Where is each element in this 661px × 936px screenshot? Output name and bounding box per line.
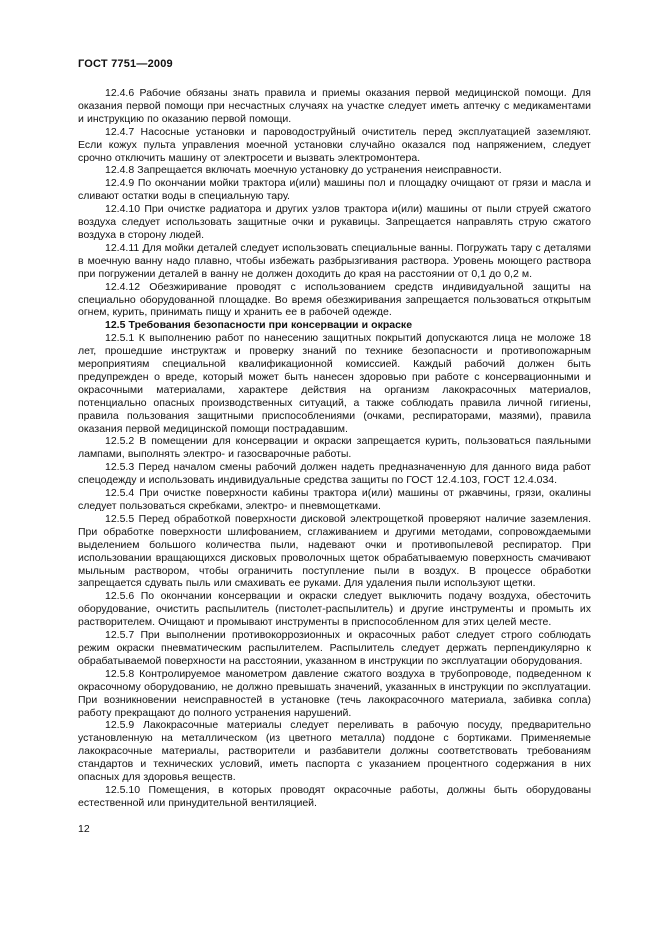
para-12-5-2: 12.5.2 В помещении для консервации и окраски запрещается курить, пользоваться паяльными лампами, выполнять электро- и газосварочные работы. xyxy=(78,435,591,461)
para-12-5-3: 12.5.3 Перед началом смены рабочий должен надеть предназначенную для данного вида работ спецодежду и использовать индивидуальные средства защиты по ГОСТ 12.4.103, ГОСТ 12.4.034. xyxy=(78,461,591,487)
para-12-5-8: 12.5.8 Контролируемое манометром давление сжатого воздуха в трубопроводе, подведенном к окрасочному оборудованию, не должно превышать значений, указанных в инструкции по эксплуатации. При возникновении неисправностей в установке (течь лакокрасочного материала, забивка сопла) работу прекращают до полного устранения нарушений. xyxy=(78,667,591,719)
para-12-4-9: 12.4.9 По окончании мойки трактора и(или) машины пол и площадку очищают от грязи и масла и сливают остатки воды в специальную тару. xyxy=(78,177,591,203)
para-12-5-7: 12.5.7 При выполнении противокоррозионных и окрасочных работ следует строго соблюдать режим окраски пневматическим распылителем. Распылитель следует держать перпендикулярно к обрабатываемой поверхности на расстоянии, указанном в инструкции по эксплуатации оборудования. xyxy=(78,629,591,667)
para-12-5-5: 12.5.5 Перед обработкой поверхности дисковой электрощеткой проверяют наличие заземления. При обработке поверхности шлифованием, сглаживанием и другими методами, сопровождаемыми выделением большого количества пыли, надевают очки и противопылевой респиратор. При использовании вращающихся дисковых проволочных щеток обрабатываемую поверхность смачивают мыльным раствором, чтобы ограничить поступление пыли в воздух. В процессе обработки запрещается сдувать пыль или смахивать ее руками. Для удаления пыли используют щетки. xyxy=(78,512,591,590)
para-12-5-4: 12.5.4 При очистке поверхности кабины трактора и(или) машины от ржавчины, грязи, окалины следует пользоваться скребками, электро- и пневмощетками. xyxy=(78,487,591,512)
para-12-5-10: 12.5.10 Помещения, в которых проводят окрасочные работы, должны быть оборудованы естественной или принудительной вентиляцией. xyxy=(78,783,591,809)
para-12-4-7: 12.4.7 Насосные установки и пароводоструйный очиститель перед эксплуатацией заземляют. Если кожух пульта управления моечной установки случайно оказался под напряжением, следует срочно отключить машину от электросети и вызвать электромонтера. xyxy=(78,125,591,164)
para-12-4-12: 12.4.12 Обезжиривание проводят с использованием средств индивидуальной защиты на специально оборудованной площадке. Во время обезжиривания запрещается пользоваться открытым огнем, курить, принимать пищу и хранить ее в рабочей одежде. xyxy=(78,280,591,319)
page-number: 12 xyxy=(78,822,90,835)
document-header: ГОСТ 7751—2009 xyxy=(78,58,173,70)
para-12-4-6: 12.4.6 Рабочие обязаны знать правила и приемы оказания первой медицинской помощи. Для оказания первой помощи при несчастных случаях на участке следует иметь аптечку с медикаментами и инструкцию по оказанию первой помощи. xyxy=(78,87,591,125)
document-body xyxy=(78,87,591,810)
para-12-5-1: 12.5.1 К выполнению работ по нанесению защитных покрытий допускаются лица не моложе 18 лет, прошедшие инструктаж и проверку знаний по технике безопасности и противопожарным мероприятиям специальной квалификационной комиссией. Каждый рабочий должен быть предупрежден о вреде, который может быть нанесен здоровью при работе с консервационными и окрасочными материалами, характере действия на организм лакокрасочных материалов, потенциально опасных производственных ситуаций, а также соблюдать правила личной гигиены, правила пользования защитными приспособлениями (очками, респираторами, мазями), правила оказания первой медицинской помощи пострадавшим. xyxy=(78,332,591,435)
para-12-4-8: 12.4.8 Запрещается включать моечную установку до устранения неисправности. xyxy=(105,164,502,177)
para-12-4-11: 12.4.11 Для мойки деталей следует использовать специальные ванны. Погружать тару с деталями в моечную ванну надо плавно, чтобы избежать разбрызгивания раствора. Уровень моющего раствора при погружении деталей в ванну не должен доходить до края на расстоянии от 0,1 до 0,2 м. xyxy=(78,241,591,280)
para-12-5-9: 12.5.9 Лакокрасочные материалы следует переливать в рабочую посуду, предварительно установленную на металлическом (из цветного металла) поддоне с бортиками. Применяемые лакокрасочные материалы, растворители и разбавители должны соответствовать требованиям стандартов и технических условий, иметь паспорта с указанием процентного содержания в них опасных для здоровья веществ. xyxy=(78,719,591,784)
para-12-5-6: 12.5.6 По окончании консервации и окраски следует выключить подачу воздуха, обесточить оборудование, очистить распылитель (пистолет-распылитель) и другие инструменты и промыть их растворителем. Очищают и промывают инструменты в приспособленном для этих целей месте. xyxy=(78,590,591,629)
section-heading-12-5: 12.5 Требования безопасности при консервации и окраске xyxy=(105,319,413,332)
para-12-4-10: 12.4.10 При очистке радиатора и других узлов трактора и(или) машины от пыли струей сжатого воздуха следует использовать защитные очки и рукавицы. Запрещается направлять струю сжатого воздуха в сторону людей. xyxy=(78,203,591,241)
